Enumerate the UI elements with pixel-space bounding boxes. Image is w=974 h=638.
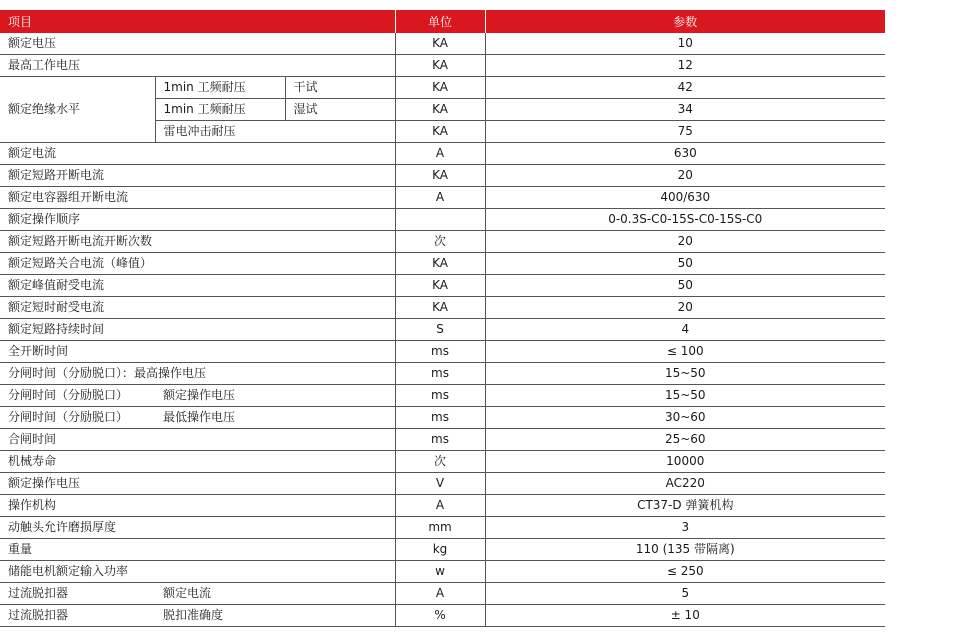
row-sub: 1min 工频耐压 [155, 99, 285, 121]
row-name: 过流脱扣器 [0, 605, 155, 627]
row-name: 机械寿命 [0, 451, 395, 473]
row-name: 合闸时间 [0, 429, 395, 451]
row-name: 额定短路开断电流 [0, 165, 395, 187]
row-value: 630 [485, 143, 885, 165]
row-unit: ms [395, 407, 485, 429]
row-name: 全开断时间 [0, 341, 395, 363]
table-row [0, 187, 885, 209]
row-value: ≤ 250 [485, 561, 885, 583]
row-unit: 次 [395, 451, 485, 473]
row-unit: ms [395, 429, 485, 451]
row-sub: 额定操作电压 [155, 385, 395, 407]
row-value: 20 [485, 297, 885, 319]
row-value: 50 [485, 253, 885, 275]
row-value: 50 [485, 275, 885, 297]
row-name: 额定短路关合电流（峰值） [0, 253, 395, 275]
row-sub: 脱扣准确度 [155, 605, 395, 627]
row-unit: KA [395, 165, 485, 187]
row-name: 额定电流 [0, 143, 395, 165]
row-value: 10 [485, 33, 885, 55]
table-row [0, 385, 885, 407]
table-row [0, 561, 885, 583]
row-name: 动触头允许磨损厚度 [0, 517, 395, 539]
row-name: 操作机构 [0, 495, 395, 517]
row-unit: A [395, 187, 485, 209]
row-value: 75 [485, 121, 885, 143]
row-unit: KA [395, 33, 485, 55]
row-unit: KA [395, 99, 485, 121]
row-unit: ms [395, 341, 485, 363]
row-unit: KA [395, 275, 485, 297]
table-row [0, 143, 885, 165]
header-row [0, 10, 885, 33]
row-unit: 次 [395, 231, 485, 253]
table-row [0, 429, 885, 451]
row-name-group: 额定绝缘水平 [0, 77, 155, 143]
row-value: 400/630 [485, 187, 885, 209]
row-unit: KA [395, 55, 485, 77]
row-name: 额定操作顺序 [0, 209, 395, 231]
row-sub: 雷电冲击耐压 [155, 121, 395, 143]
table-row [0, 341, 885, 363]
row-name: 分闸时间（分励脱口）：最高操作电压 [0, 363, 395, 385]
row-value: 20 [485, 231, 885, 253]
table-row [0, 209, 885, 231]
row-unit: % [395, 605, 485, 627]
row-value: 110 (135 带隔离) [485, 539, 885, 561]
row-name: 最高工作电压 [0, 55, 395, 77]
row-name: 额定操作电压 [0, 473, 395, 495]
table-row [0, 77, 885, 99]
row-name: 过流脱扣器 [0, 583, 155, 605]
row-unit: S [395, 319, 485, 341]
row-unit: V [395, 473, 485, 495]
row-unit: KA [395, 77, 485, 99]
row-name: 额定电容器组开断电流 [0, 187, 395, 209]
table-row [0, 583, 885, 605]
row-value: ≤ 100 [485, 341, 885, 363]
table-row [0, 407, 885, 429]
row-unit: KA [395, 253, 485, 275]
table-row [0, 451, 885, 473]
table-row [0, 55, 885, 77]
row-value: 12 [485, 55, 885, 77]
row-unit: ms [395, 363, 485, 385]
row-value: AC220 [485, 473, 885, 495]
table-row [0, 165, 885, 187]
row-name: 额定电压 [0, 33, 395, 55]
row-name: 额定短时耐受电流 [0, 297, 395, 319]
row-value: 42 [485, 77, 885, 99]
row-value: 4 [485, 319, 885, 341]
row-sub: 1min 工频耐压 [155, 77, 285, 99]
table-row [0, 33, 885, 55]
header-param: 参数 [485, 10, 885, 33]
row-unit: w [395, 561, 485, 583]
row-value: CT37-D 弹簧机构 [485, 495, 885, 517]
row-unit: ms [395, 385, 485, 407]
row-name: 额定短路持续时间 [0, 319, 395, 341]
header-item: 项目 [0, 10, 395, 33]
row-name: 储能电机额定输入功率 [0, 561, 395, 583]
row-unit: A [395, 495, 485, 517]
table-row [0, 253, 885, 275]
row-value: 34 [485, 99, 885, 121]
row-name: 额定峰值耐受电流 [0, 275, 395, 297]
table-row [0, 363, 885, 385]
row-unit: KA [395, 297, 485, 319]
table-row [0, 275, 885, 297]
row-unit [395, 209, 485, 231]
row-value: 25~60 [485, 429, 885, 451]
table-row [0, 473, 885, 495]
row-value: 3 [485, 517, 885, 539]
table-row [0, 517, 885, 539]
table-row [0, 231, 885, 253]
row-unit: mm [395, 517, 485, 539]
table-row [0, 319, 885, 341]
row-name: 重量 [0, 539, 395, 561]
row-value: 30~60 [485, 407, 885, 429]
row-name: 额定短路开断电流开断次数 [0, 231, 395, 253]
row-name: 分闸时间（分励脱口） [0, 407, 155, 429]
table-row [0, 605, 885, 627]
row-sub: 最低操作电压 [155, 407, 395, 429]
row-unit: kg [395, 539, 485, 561]
row-value: 15~50 [485, 385, 885, 407]
row-unit: A [395, 143, 485, 165]
row-name: 分闸时间（分励脱口） [0, 385, 155, 407]
row-sub2: 湿试 [285, 99, 395, 121]
row-value: 5 [485, 583, 885, 605]
table-row [0, 297, 885, 319]
spec-table [0, 10, 885, 627]
row-sub: 额定电流 [155, 583, 395, 605]
row-sub2: 干试 [285, 77, 395, 99]
row-value: 10000 [485, 451, 885, 473]
row-value: ± 10 [485, 605, 885, 627]
table-row [0, 495, 885, 517]
row-unit: KA [395, 121, 485, 143]
row-value: 20 [485, 165, 885, 187]
header-unit: 单位 [395, 10, 485, 33]
table-row [0, 539, 885, 561]
row-value: 0-0.3S-C0-15S-C0-15S-C0 [485, 209, 885, 231]
row-value: 15~50 [485, 363, 885, 385]
row-unit: A [395, 583, 485, 605]
